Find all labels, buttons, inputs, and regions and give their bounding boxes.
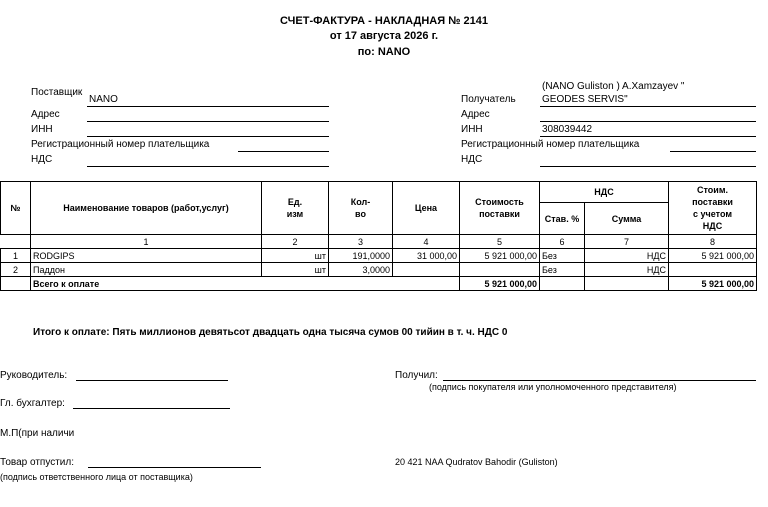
- buyer-name-line1: (NANO Guliston ) A.Xamzayev ": [542, 81, 685, 92]
- table-row: [1, 249, 757, 263]
- supplier-reg-line: [238, 151, 329, 152]
- supplier-inn-label: ИНН: [31, 124, 53, 135]
- row-price: [393, 263, 460, 277]
- row-num: 2: [1, 263, 31, 277]
- col-header-nds-group: НДС: [540, 182, 669, 203]
- total-cost: 5 921 000,00: [460, 277, 540, 291]
- col-number: 8: [669, 235, 757, 249]
- row-unit: шт: [262, 263, 329, 277]
- buyer-name-line: [540, 106, 756, 107]
- buyer-nds-label: НДС: [461, 154, 483, 165]
- row-nds-rate: Без: [540, 249, 585, 263]
- row-nds-sum: НДС: [585, 249, 669, 263]
- accountant-signature-line: [73, 408, 230, 409]
- buyer-inn: 308039442: [542, 124, 593, 135]
- buyer-nds-line: [540, 166, 756, 167]
- col-number: 3: [329, 235, 393, 249]
- col-header-price: Цена: [393, 182, 460, 235]
- col-header-unit: [262, 182, 329, 235]
- col-header-total-line1: Стоим.: [697, 185, 728, 195]
- row-cost: [460, 263, 540, 277]
- col-number: 1: [31, 235, 262, 249]
- supplier-name-line: [87, 106, 329, 107]
- document-contract: по: NANO: [357, 46, 411, 58]
- accountant-label: Гл. бухгалтер:: [0, 398, 65, 409]
- row-name: Паддон: [31, 263, 262, 277]
- document-title: СЧЕТ-ФАКТУРА - НАКЛАДНАЯ № 2141: [280, 15, 488, 27]
- buyer-name-line2: GEODES SERVIS": [542, 94, 628, 105]
- col-header-qty-line2: во: [355, 209, 366, 219]
- row-nds-sum: НДС: [585, 263, 669, 277]
- supplier-label: Поставщик: [31, 87, 83, 98]
- col-number: 4: [393, 235, 460, 249]
- col-number: 5: [460, 235, 540, 249]
- director-label: Руководитель:: [0, 370, 68, 381]
- row-name: RODGIPS: [31, 249, 262, 263]
- col-header-total: [669, 182, 757, 235]
- row-num: 1: [1, 249, 31, 263]
- buyer-reg-line: [670, 151, 756, 152]
- row-total: [669, 263, 757, 277]
- buyer-label: Получатель: [461, 94, 516, 105]
- supplier-inn-line: [87, 136, 329, 137]
- row-nds-rate: Без: [540, 263, 585, 277]
- invoice-table: [0, 181, 757, 291]
- col-number: 7: [585, 235, 669, 249]
- buyer-inn-line: [540, 136, 756, 137]
- received-note: (подпись покупателя или уполномоченного представителя): [429, 382, 677, 392]
- supplier-name: NANO: [89, 94, 118, 105]
- col-header-total-line3: с учетом: [693, 209, 732, 219]
- row-price: 31 000,00: [393, 249, 460, 263]
- stamp-label: М.П(при наличи: [0, 428, 75, 439]
- total-row: [1, 277, 757, 291]
- col-header-total-line4: НДС: [702, 221, 723, 231]
- buyer-address-label: Адрес: [461, 109, 490, 120]
- buyer-reg-label: Регистрационный номер плательщика: [461, 139, 640, 150]
- table-row: [1, 263, 757, 277]
- released-label: Товар отпустил:: [0, 457, 74, 468]
- row-total: 5 921 000,00: [669, 249, 757, 263]
- document-date: от 17 августа 2026 г.: [329, 30, 439, 42]
- col-header-cost: [460, 182, 540, 235]
- col-header-nds-rate: Став. %: [540, 203, 585, 235]
- col-header-total-line2: поставки: [692, 197, 733, 207]
- col-header-cost-line1: Стоимость: [475, 197, 524, 207]
- total-label: Всего к оплате: [31, 277, 460, 291]
- received-label: Получил:: [395, 370, 438, 381]
- supplier-address-label: Адрес: [31, 109, 60, 120]
- supplier-reg-label: Регистрационный номер плательщика: [31, 139, 210, 150]
- col-header-num: №: [1, 182, 31, 235]
- supplier-nds-line: [87, 166, 329, 167]
- buyer-address-line: [540, 121, 756, 122]
- director-signature-line: [76, 380, 228, 381]
- released-signature-line: [88, 467, 261, 468]
- col-header-unit-line1: Ед.: [287, 197, 303, 207]
- col-header-qty-line1: Кол-: [350, 197, 371, 207]
- row-qty: 3,0000: [329, 263, 393, 277]
- proxy-line: 20 421 NAA Qudratov Bahodir (Guliston): [395, 457, 558, 467]
- supplier-address-line: [87, 121, 329, 122]
- amount-in-words: Итого к оплате: Пять миллионов девятьсот двадцать одна тысяча сумов 00 тийин в т. ч. НДС 0: [33, 327, 508, 338]
- col-header-unit-line2: изм: [286, 209, 304, 219]
- col-header-cost-line2: поставки: [479, 209, 520, 219]
- supplier-nds-label: НДС: [31, 154, 53, 165]
- col-header-qty: [329, 182, 393, 235]
- total-with-nds: 5 921 000,00: [669, 277, 757, 291]
- row-cost: 5 921 000,00: [460, 249, 540, 263]
- buyer-inn-label: ИНН: [461, 124, 483, 135]
- row-qty: 191,0000: [329, 249, 393, 263]
- col-header-nds-sum: Сумма: [585, 203, 669, 235]
- column-number-row: [1, 235, 757, 249]
- col-header-name: Наименование товаров (работ,услуг): [31, 182, 262, 235]
- col-number: 6: [540, 235, 585, 249]
- col-number: 2: [262, 235, 329, 249]
- released-note: (подпись ответственного лица от поставщика): [0, 472, 193, 482]
- received-signature-line: [443, 380, 756, 381]
- row-unit: шт: [262, 249, 329, 263]
